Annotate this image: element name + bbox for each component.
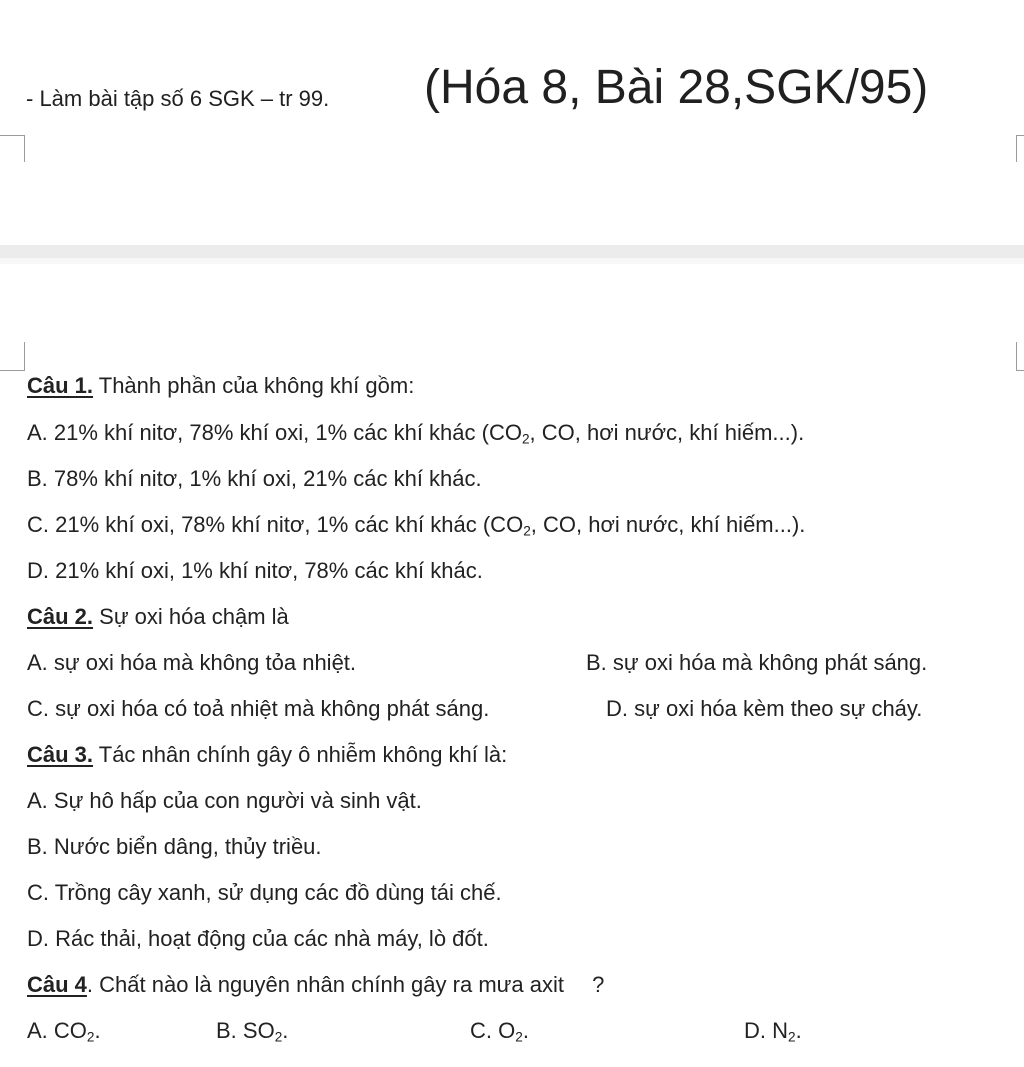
crop-mark-top-right	[1016, 135, 1024, 162]
question-3	[27, 742, 507, 768]
question-label: Câu 3.	[27, 742, 94, 767]
question-text: . Chất nào là nguyên nhân chính gây ra mưa axit	[86, 972, 564, 997]
question-label: Câu 1.	[27, 373, 94, 398]
question-1-option-c: C. 21% khí oxi, 78% khí nitơ, 1% các khí khác ($CO_2$, CO, hơi nước, khí hiếm...).	[27, 512, 806, 539]
question-2-option-a: A. sự oxi hóa mà không tỏa nhiệt.	[27, 650, 357, 675]
question-text: Tác nhân chính gây ô nhiễm không khí là:	[98, 742, 508, 767]
crop-mark-top-left	[0, 135, 25, 162]
crop-mark-bottom-right	[1016, 342, 1024, 371]
question-2-option-d: D. sự oxi hóa kèm theo sự cháy.	[606, 696, 923, 721]
handwritten-note: (Hóa 8, Bài 28,SGK/95)	[424, 61, 929, 114]
question-4-option-c: C. $O_2$.	[470, 1018, 529, 1045]
question-4-option-a: A. $CO_2$.	[27, 1018, 101, 1045]
question-1-option-d: D. 21% khí oxi, 1% khí nitơ, 78% các khí khác.	[27, 558, 483, 583]
crop-mark-bottom-left	[0, 342, 25, 371]
question-3-option-c: C. Trồng cây xanh, sử dụng các đồ dùng tái chế.	[27, 880, 502, 905]
question-4-option-b: B. $SO_2$.	[216, 1018, 289, 1045]
page-separator-shadow	[0, 258, 1024, 264]
question-label: Câu 2.	[27, 604, 94, 629]
question-mark: ?	[592, 972, 605, 997]
homework-instruction: - Làm bài tập số 6 SGK – tr 99.	[26, 86, 330, 111]
question-text: Sự oxi hóa chậm là	[99, 604, 289, 629]
question-4-option-d: D. $N_2$.	[744, 1018, 802, 1045]
question-3-option-b: B. Nước biển dâng, thủy triều.	[27, 834, 322, 859]
question-1-option-b: B. 78% khí nitơ, 1% khí oxi, 21% các khí khác.	[27, 466, 482, 491]
question-3-option-a: A. Sự hô hấp của con người và sinh vật.	[27, 788, 422, 813]
page-separator	[0, 245, 1024, 258]
question-label: Câu 4	[27, 972, 87, 997]
question-1-option-a: A. 21% khí nitơ, 78% khí oxi, 1% các khí khác ($CO_2$, CO, hơi nước, khí hiếm...).	[27, 420, 805, 447]
question-text: Thành phần của không khí gồm:	[98, 373, 415, 398]
question-2-option-b: B. sự oxi hóa mà không phát sáng.	[586, 650, 928, 675]
question-2-option-c: C. sự oxi hóa có toả nhiệt mà không phát sáng.	[27, 696, 490, 721]
question-4	[27, 972, 604, 998]
question-2	[27, 604, 289, 630]
question-1	[27, 373, 414, 399]
question-3-option-d: D. Rác thải, hoạt động của các nhà máy, lò đốt.	[27, 926, 489, 951]
